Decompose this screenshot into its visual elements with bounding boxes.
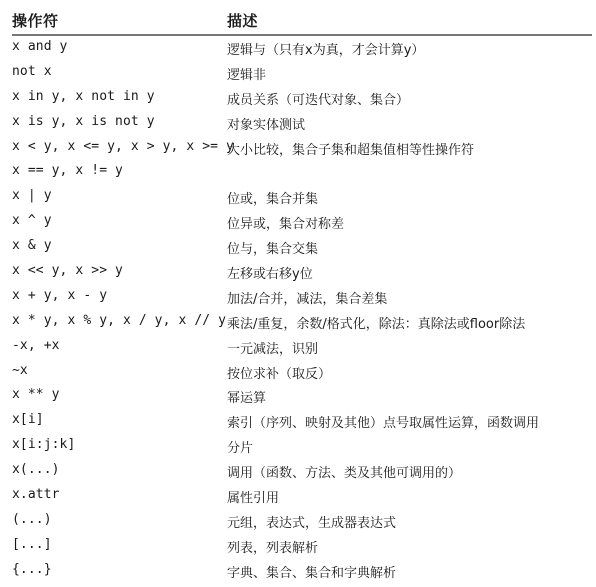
table-row <box>12 160 592 185</box>
operator-cell: x ^ y <box>12 213 52 229</box>
table-row <box>12 285 592 310</box>
table-row <box>12 534 592 559</box>
description-cell: 左移或右移y位 <box>227 267 313 283</box>
operator-cell: x.attr <box>12 487 60 503</box>
table-row <box>12 185 592 210</box>
operator-cell: x == y, x != y <box>12 163 123 179</box>
operator-cell: {...} <box>12 561 52 577</box>
operator-cell: x and y <box>12 39 68 54</box>
table-row <box>12 136 592 161</box>
operator-cell: x[i] <box>12 412 44 428</box>
operator-cell: -x, +x <box>12 337 60 353</box>
table-row <box>12 384 592 409</box>
table-row <box>12 335 592 360</box>
table-row <box>12 61 592 86</box>
table-row <box>12 459 592 484</box>
table-body <box>12 36 592 584</box>
operator-cell: x(...) <box>12 462 60 478</box>
description-cell: 位异或，集合对称差 <box>227 217 345 233</box>
table-row <box>12 36 592 61</box>
description-cell: 字典、集合、集合和字典解析 <box>227 565 397 581</box>
table-row <box>12 235 592 260</box>
description-cell: 属性引用 <box>227 491 280 507</box>
table-row <box>12 360 592 385</box>
operator-cell: [...] <box>12 536 52 552</box>
description-cell: 按位求补（取反） <box>227 366 332 382</box>
table-row <box>12 484 592 509</box>
header-description: 描述 <box>227 12 259 30</box>
table-header <box>12 0 592 34</box>
operator-cell: ~x <box>12 362 28 378</box>
header-operator: 操作符 <box>12 12 59 30</box>
description-cell: 逻辑与（只有x为真，才会计算y） <box>227 43 425 58</box>
table-row <box>12 559 592 584</box>
operator-cell: x * y, x % y, x / y, x // y <box>12 312 227 328</box>
table-row <box>12 111 592 136</box>
description-cell: 位与，集合交集 <box>227 242 319 258</box>
operator-cell: x[i:j:k] <box>12 437 76 453</box>
description-cell: 逻辑非 <box>227 67 267 83</box>
table-row <box>12 86 592 111</box>
operator-cell: x in y, x not in y <box>12 88 155 104</box>
description-cell: 大小比较，集合子集和超集值相等性操作符 <box>227 142 475 158</box>
operator-cell: x | y <box>12 188 52 204</box>
operator-cell: x ** y <box>12 387 60 403</box>
description-cell: 加法/合并，减法，集合差集 <box>227 291 388 307</box>
table-row <box>12 409 592 434</box>
description-cell: 列表，列表解析 <box>227 540 319 556</box>
operator-cell: x < y, x <= y, x > y, x >= y <box>12 138 234 154</box>
operator-cell: x is y, x is not y <box>12 113 155 129</box>
table-row <box>12 210 592 235</box>
description-cell: 对象实体测试 <box>227 117 306 133</box>
table-row <box>12 434 592 459</box>
description-cell: 幂运算 <box>227 391 267 407</box>
description-cell: 分片 <box>227 441 254 457</box>
table-row <box>12 260 592 285</box>
operator-cell: x << y, x >> y <box>12 263 123 279</box>
description-cell: 元组，表达式，生成器表达式 <box>227 515 397 531</box>
operator-cell: (...) <box>12 511 52 527</box>
description-cell: 位或，集合并集 <box>227 192 319 208</box>
description-cell: 调用（函数、方法、类及其他可调用的） <box>227 466 462 482</box>
operator-cell: x & y <box>12 238 52 254</box>
operator-table <box>12 0 592 581</box>
table-row <box>12 509 592 534</box>
operator-cell: x + y, x - y <box>12 287 108 303</box>
description-cell: 一元减法，识别 <box>227 341 319 357</box>
description-cell: 乘法/重复，余数/格式化，除法：真除法或floor除法 <box>227 316 526 332</box>
table-row <box>12 310 592 335</box>
description-cell: 索引（序列、映射及其他）点号取属性运算，函数调用 <box>227 416 540 432</box>
description-cell: 成员关系（可迭代对象、集合） <box>227 92 410 108</box>
operator-cell: not x <box>12 63 52 79</box>
